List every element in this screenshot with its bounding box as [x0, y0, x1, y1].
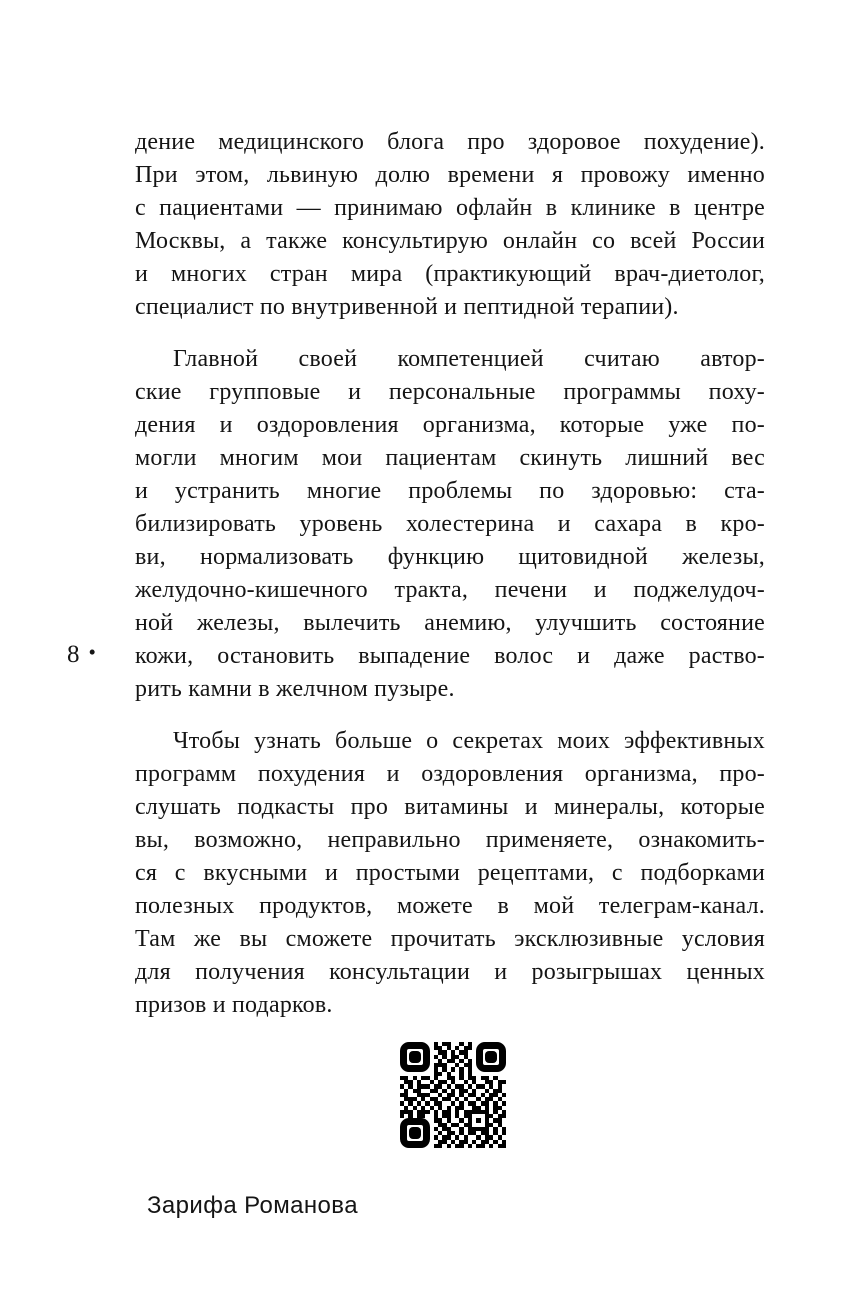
text-line: дения и оздоровления организма, которые уже по- — [135, 412, 765, 438]
paragraph — [135, 343, 765, 706]
qr-finder-pattern-top-left — [400, 1042, 430, 1072]
text-line: Там же вы сможете прочитать эксклюзивные условия — [135, 926, 765, 952]
text-line: программ похудения и оздоровления организма, про- — [135, 761, 765, 787]
text-line: для получения консультации и розыгрышах ценных — [135, 959, 765, 985]
qr-code — [400, 1042, 506, 1148]
text-line: вы, возможно, неправильно применяете, ознакомить- — [135, 827, 765, 853]
paragraph — [135, 725, 765, 1022]
text-line: могли многим мои пациентам скинуть лишний вес — [135, 445, 765, 471]
running-footer-author: Зарифа Романова — [147, 1192, 358, 1219]
text-line: специалист по внутривенной и пептидной терапии). — [135, 294, 679, 320]
text-line: полезных продуктов, можете в мой телеграм-канал. — [135, 893, 765, 919]
text-line: ви, нормализовать функцию щитовидной железы, — [135, 544, 765, 570]
text-line: с пациентами — принимаю офлайн в клинике в центре — [135, 195, 765, 221]
text-line: Главной своей компетенцией считаю автор- — [173, 346, 765, 372]
text-line: призов и подарков. — [135, 992, 333, 1018]
text-line: слушать подкасты про витамины и минералы, которые — [135, 794, 765, 820]
text-line: ной железы, вылечить анемию, улучшить состояние — [135, 610, 765, 636]
text-line: и многих стран мира (практикующий врач-диетолог, — [135, 261, 765, 287]
page-number-dot: • — [88, 640, 96, 664]
text-line: Москвы, а также консультирую онлайн со всей России — [135, 228, 765, 254]
text-line: дение медицинского блога про здоровое похудение). — [135, 129, 765, 155]
text-line: кожи, остановить выпадение волос и даже раство- — [135, 643, 765, 669]
page-number — [67, 641, 96, 669]
qr-finder-pattern-bottom-left — [400, 1118, 430, 1148]
paragraph — [135, 126, 765, 324]
text-line: ские групповые и персональные программы поху- — [135, 379, 765, 405]
text-line: и устранить многие проблемы по здоровью: ста- — [135, 478, 765, 504]
text-line: Чтобы узнать больше о секретах моих эффективных — [173, 728, 765, 754]
text-line: билизировать уровень холестерина и сахара в кро- — [135, 511, 765, 537]
qr-module — [502, 1144, 506, 1148]
qr-finder-pattern-top-right — [476, 1042, 506, 1072]
body-text — [135, 126, 765, 1041]
page-number-value: 8 — [67, 641, 80, 668]
text-line: При этом, львиную долю времени я провожу именно — [135, 162, 765, 188]
text-line: ся с вкусными и простыми рецептами, с подборками — [135, 860, 765, 886]
text-line: желудочно-кишечного тракта, печени и поджелудоч- — [135, 577, 765, 603]
text-line: рить камни в желчном пузыре. — [135, 676, 455, 702]
